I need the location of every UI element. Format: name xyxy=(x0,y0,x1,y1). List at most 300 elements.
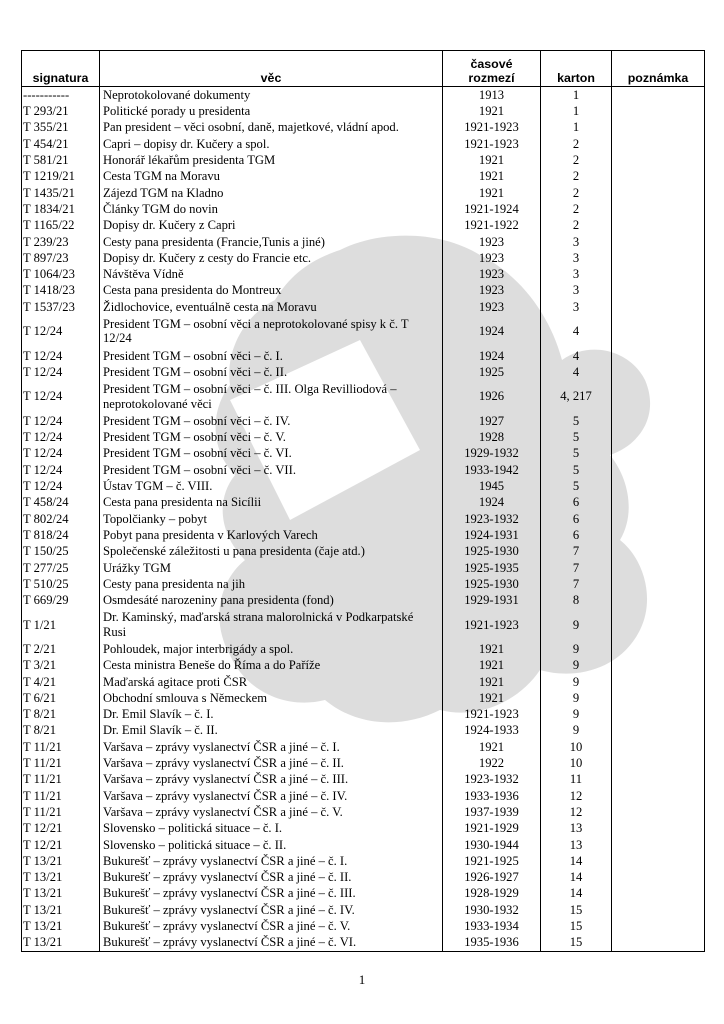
table-row xyxy=(22,576,705,592)
cell-karton: 12 xyxy=(541,788,612,804)
cell-vec: Slovensko – politická situace – č. I. xyxy=(100,820,443,836)
table-row xyxy=(22,283,705,299)
cell-poznamka xyxy=(612,152,705,168)
cell-rozmezi: 1933-1934 xyxy=(443,918,541,934)
cell-karton: 1 xyxy=(541,103,612,119)
cell-rozmezi: 1921-1923 xyxy=(443,120,541,136)
cell-signatura: T 13/21 xyxy=(22,918,100,934)
cell-rozmezi: 1921-1925 xyxy=(443,853,541,869)
cell-poznamka xyxy=(612,723,705,739)
table-row xyxy=(22,201,705,217)
cell-poznamka xyxy=(612,755,705,771)
cell-vec: Politické porady u presidenta xyxy=(100,103,443,119)
cell-signatura: T 1219/21 xyxy=(22,168,100,184)
cell-rozmezi: 1925-1935 xyxy=(443,560,541,576)
cell-vec: President TGM – osobní věci – č. V. xyxy=(100,429,443,445)
cell-vec: Pohloudek, major interbrigády a spol. xyxy=(100,641,443,657)
cell-signatura: T 8/21 xyxy=(22,706,100,722)
cell-rozmezi: 1928-1929 xyxy=(443,886,541,902)
cell-vec: Dopisy dr. Kučery z cesty do Francie etc. xyxy=(100,250,443,266)
cell-karton: 2 xyxy=(541,201,612,217)
table-row xyxy=(22,886,705,902)
cell-signatura: T 12/24 xyxy=(22,462,100,478)
cell-karton: 5 xyxy=(541,462,612,478)
cell-signatura: T 1165/22 xyxy=(22,217,100,233)
table-row xyxy=(22,494,705,510)
cell-karton: 9 xyxy=(541,657,612,673)
table-row xyxy=(22,364,705,380)
cell-vec: Varšava – zprávy vyslanectví ČSR a jiné – č. II. xyxy=(100,755,443,771)
cell-karton: 2 xyxy=(541,136,612,152)
table-row xyxy=(22,413,705,429)
cell-karton: 6 xyxy=(541,527,612,543)
cell-poznamka xyxy=(612,869,705,885)
header-karton: karton xyxy=(541,51,612,87)
cell-rozmezi: 1930-1932 xyxy=(443,902,541,918)
cell-vec: Cesta ministra Beneše do Říma a do Paříže xyxy=(100,657,443,673)
cell-signatura: T 11/21 xyxy=(22,739,100,755)
cell-vec: Bukurešť – zprávy vyslanectví ČSR a jiné – č. V. xyxy=(100,918,443,934)
cell-signatura: T 12/21 xyxy=(22,837,100,853)
cell-signatura: ----------- xyxy=(22,87,100,104)
cell-poznamka xyxy=(612,511,705,527)
cell-vec: Bukurešť – zprávy vyslanectví ČSR a jiné – č. IV. xyxy=(100,902,443,918)
cell-vec: Pobyt pana presidenta v Karlových Varech xyxy=(100,527,443,543)
table-row xyxy=(22,934,705,951)
cell-karton: 13 xyxy=(541,837,612,853)
table-row xyxy=(22,120,705,136)
cell-vec: Dopisy dr. Kučery z Capri xyxy=(100,217,443,233)
cell-karton: 7 xyxy=(541,543,612,559)
cell-signatura: T 12/24 xyxy=(22,348,100,364)
table-row xyxy=(22,804,705,820)
table-row xyxy=(22,690,705,706)
cell-signatura: T 1834/21 xyxy=(22,201,100,217)
cell-rozmezi: 1925 xyxy=(443,364,541,380)
cell-rozmezi: 1924 xyxy=(443,494,541,510)
cell-karton: 13 xyxy=(541,820,612,836)
cell-rozmezi: 1921-1924 xyxy=(443,201,541,217)
cell-vec: Varšava – zprávy vyslanectví ČSR a jiné – č. IV. xyxy=(100,788,443,804)
cell-rozmezi: 1921 xyxy=(443,739,541,755)
cell-poznamka xyxy=(612,478,705,494)
cell-karton: 14 xyxy=(541,869,612,885)
cell-karton: 5 xyxy=(541,478,612,494)
cell-rozmezi: 1921 xyxy=(443,185,541,201)
table-row xyxy=(22,299,705,315)
cell-vec: President TGM – osobní věci – č. VII. xyxy=(100,462,443,478)
cell-karton: 5 xyxy=(541,429,612,445)
cell-poznamka xyxy=(612,429,705,445)
cell-signatura: T 11/21 xyxy=(22,788,100,804)
cell-rozmezi: 1921 xyxy=(443,168,541,184)
table-row xyxy=(22,250,705,266)
cell-karton: 14 xyxy=(541,853,612,869)
cell-vec: Bukurešť – zprávy vyslanectví ČSR a jiné – č. III. xyxy=(100,886,443,902)
cell-poznamka xyxy=(612,706,705,722)
cell-signatura: T 1435/21 xyxy=(22,185,100,201)
table-row xyxy=(22,446,705,462)
cell-vec: Ústav TGM – č. VIII. xyxy=(100,478,443,494)
cell-vec: Dr. Emil Slavík – č. I. xyxy=(100,706,443,722)
cell-signatura: T 13/21 xyxy=(22,853,100,869)
cell-signatura: T 12/24 xyxy=(22,446,100,462)
cell-signatura: T 3/21 xyxy=(22,657,100,673)
cell-poznamka xyxy=(612,185,705,201)
cell-karton: 9 xyxy=(541,674,612,690)
cell-poznamka xyxy=(612,413,705,429)
cell-signatura: T 818/24 xyxy=(22,527,100,543)
cell-signatura: T 13/21 xyxy=(22,886,100,902)
cell-vec: Bukurešť – zprávy vyslanectví ČSR a jiné – č. II. xyxy=(100,869,443,885)
table-row xyxy=(22,918,705,934)
cell-poznamka xyxy=(612,201,705,217)
cell-karton: 3 xyxy=(541,299,612,315)
cell-vec: Varšava – zprávy vyslanectví ČSR a jiné – č. III. xyxy=(100,771,443,787)
cell-signatura: T 277/25 xyxy=(22,560,100,576)
cell-karton: 14 xyxy=(541,886,612,902)
table-row xyxy=(22,527,705,543)
cell-poznamka xyxy=(612,576,705,592)
cell-vec: Slovensko – politická situace – č. II. xyxy=(100,837,443,853)
cell-poznamka xyxy=(612,592,705,608)
table-header-row xyxy=(22,51,705,87)
cell-signatura: T 8/21 xyxy=(22,723,100,739)
cell-poznamka xyxy=(612,283,705,299)
cell-rozmezi: 1924-1931 xyxy=(443,527,541,543)
cell-poznamka xyxy=(612,609,705,642)
cell-rozmezi: 1921-1923 xyxy=(443,136,541,152)
cell-rozmezi: 1921-1923 xyxy=(443,609,541,642)
cell-vec: Cesta TGM na Moravu xyxy=(100,168,443,184)
cell-rozmezi: 1921 xyxy=(443,103,541,119)
cell-vec: President TGM – osobní věci a neprotokolované spisy k č. T 12/24 xyxy=(100,315,443,348)
cell-karton: 1 xyxy=(541,87,612,104)
cell-rozmezi: 1927 xyxy=(443,413,541,429)
cell-poznamka xyxy=(612,804,705,820)
cell-poznamka xyxy=(612,348,705,364)
cell-vec: Bukurešť – zprávy vyslanectví ČSR a jiné – č. I. xyxy=(100,853,443,869)
cell-vec: President TGM – osobní věci – č. II. xyxy=(100,364,443,380)
cell-vec: Dr. Emil Slavík – č. II. xyxy=(100,723,443,739)
cell-vec: Obchodní smlouva s Německem xyxy=(100,690,443,706)
table-row xyxy=(22,820,705,836)
header-rozmezi: časové rozmezí xyxy=(443,51,541,87)
table-row xyxy=(22,723,705,739)
table-row xyxy=(22,217,705,233)
cell-signatura: T 11/21 xyxy=(22,804,100,820)
table-row xyxy=(22,462,705,478)
cell-karton: 6 xyxy=(541,511,612,527)
cell-poznamka xyxy=(612,120,705,136)
cell-rozmezi: 1926-1927 xyxy=(443,869,541,885)
table-row xyxy=(22,315,705,348)
cell-signatura: T 1/21 xyxy=(22,609,100,642)
cell-karton: 9 xyxy=(541,706,612,722)
cell-poznamka xyxy=(612,87,705,104)
cell-vec: Capri – dopisy dr. Kučery a spol. xyxy=(100,136,443,152)
cell-signatura: T 12/24 xyxy=(22,413,100,429)
cell-poznamka xyxy=(612,315,705,348)
cell-vec: Bukurešť – zprávy vyslanectví ČSR a jiné – č. VI. xyxy=(100,934,443,951)
cell-signatura: T 1537/23 xyxy=(22,299,100,315)
cell-karton: 3 xyxy=(541,283,612,299)
table-row xyxy=(22,674,705,690)
cell-karton: 5 xyxy=(541,446,612,462)
cell-rozmezi: 1933-1936 xyxy=(443,788,541,804)
cell-karton: 15 xyxy=(541,934,612,951)
cell-rozmezi: 1923 xyxy=(443,234,541,250)
table-row xyxy=(22,103,705,119)
cell-karton: 7 xyxy=(541,576,612,592)
cell-rozmezi: 1921-1923 xyxy=(443,706,541,722)
cell-vec: President TGM – osobní věci – č. III. Olga Revilliodová – neprotokolované věci xyxy=(100,380,443,413)
table-row xyxy=(22,837,705,853)
cell-signatura: T 802/24 xyxy=(22,511,100,527)
cell-vec: Maďarská agitace proti ČSR xyxy=(100,674,443,690)
cell-poznamka xyxy=(612,657,705,673)
cell-vec: Pan president – věci osobní, daně, majetkové, vládní apod. xyxy=(100,120,443,136)
cell-rozmezi: 1929-1931 xyxy=(443,592,541,608)
cell-vec: Cesty pana presidenta na jih xyxy=(100,576,443,592)
table-row xyxy=(22,609,705,642)
cell-karton: 4 xyxy=(541,364,612,380)
cell-signatura: T 458/24 xyxy=(22,494,100,510)
cell-poznamka xyxy=(612,771,705,787)
cell-karton: 6 xyxy=(541,494,612,510)
cell-poznamka xyxy=(612,820,705,836)
cell-rozmezi: 1933-1942 xyxy=(443,462,541,478)
cell-poznamka xyxy=(612,788,705,804)
cell-signatura: T 239/23 xyxy=(22,234,100,250)
cell-signatura: T 355/21 xyxy=(22,120,100,136)
cell-poznamka xyxy=(612,462,705,478)
cell-poznamka xyxy=(612,168,705,184)
cell-karton: 9 xyxy=(541,690,612,706)
cell-signatura: T 510/25 xyxy=(22,576,100,592)
cell-signatura: T 897/23 xyxy=(22,250,100,266)
table-row xyxy=(22,739,705,755)
cell-karton: 2 xyxy=(541,217,612,233)
cell-karton: 2 xyxy=(541,185,612,201)
header-vec: věc xyxy=(100,51,443,87)
cell-signatura: T 581/21 xyxy=(22,152,100,168)
table-row xyxy=(22,641,705,657)
cell-poznamka xyxy=(612,527,705,543)
cell-vec: Články TGM do novin xyxy=(100,201,443,217)
cell-karton: 9 xyxy=(541,641,612,657)
table-row xyxy=(22,266,705,282)
table-row xyxy=(22,511,705,527)
cell-signatura: T 293/21 xyxy=(22,103,100,119)
table-row xyxy=(22,478,705,494)
cell-signatura: T 13/21 xyxy=(22,902,100,918)
table-row xyxy=(22,657,705,673)
cell-signatura: T 12/24 xyxy=(22,364,100,380)
cell-vec: Cesta pana presidenta do Montreux xyxy=(100,283,443,299)
table-row xyxy=(22,185,705,201)
table-row xyxy=(22,771,705,787)
cell-karton: 9 xyxy=(541,723,612,739)
cell-poznamka xyxy=(612,902,705,918)
cell-vec: Urážky TGM xyxy=(100,560,443,576)
cell-rozmezi: 1929-1932 xyxy=(443,446,541,462)
cell-karton: 7 xyxy=(541,560,612,576)
cell-rozmezi: 1925-1930 xyxy=(443,543,541,559)
table-body xyxy=(22,87,705,952)
cell-rozmezi: 1924 xyxy=(443,348,541,364)
cell-poznamka xyxy=(612,853,705,869)
cell-karton: 15 xyxy=(541,918,612,934)
cell-poznamka xyxy=(612,266,705,282)
cell-rozmezi: 1923 xyxy=(443,250,541,266)
cell-vec: Neprotokolované dokumenty xyxy=(100,87,443,104)
cell-rozmezi: 1923 xyxy=(443,299,541,315)
cell-rozmezi: 1921 xyxy=(443,690,541,706)
cell-poznamka xyxy=(612,234,705,250)
cell-rozmezi: 1924 xyxy=(443,315,541,348)
cell-poznamka xyxy=(612,934,705,951)
cell-karton: 3 xyxy=(541,266,612,282)
cell-rozmezi: 1921-1929 xyxy=(443,820,541,836)
table-row xyxy=(22,168,705,184)
cell-rozmezi: 1921 xyxy=(443,674,541,690)
cell-karton: 10 xyxy=(541,739,612,755)
table-row xyxy=(22,755,705,771)
cell-poznamka xyxy=(612,103,705,119)
cell-signatura: T 12/24 xyxy=(22,315,100,348)
table-row xyxy=(22,380,705,413)
header-poznamka: poznámka xyxy=(612,51,705,87)
table-row xyxy=(22,543,705,559)
cell-vec: Návštěva Vídně xyxy=(100,266,443,282)
cell-rozmezi: 1921 xyxy=(443,641,541,657)
table-row xyxy=(22,869,705,885)
cell-poznamka xyxy=(612,494,705,510)
cell-karton: 3 xyxy=(541,250,612,266)
cell-signatura: T 12/24 xyxy=(22,380,100,413)
cell-signatura: T 1418/23 xyxy=(22,283,100,299)
cell-signatura: T 6/21 xyxy=(22,690,100,706)
cell-rozmezi: 1928 xyxy=(443,429,541,445)
cell-poznamka xyxy=(612,560,705,576)
page-number: 1 xyxy=(358,972,366,987)
cell-vec: Honorář lékařům presidenta TGM xyxy=(100,152,443,168)
cell-rozmezi: 1925-1930 xyxy=(443,576,541,592)
cell-signatura: T 150/25 xyxy=(22,543,100,559)
cell-poznamka xyxy=(612,739,705,755)
cell-rozmezi: 1921 xyxy=(443,657,541,673)
table-row xyxy=(22,706,705,722)
cell-vec: President TGM – osobní věci – č. VI. xyxy=(100,446,443,462)
cell-rozmezi: 1913 xyxy=(443,87,541,104)
cell-poznamka xyxy=(612,380,705,413)
cell-rozmezi: 1935-1936 xyxy=(443,934,541,951)
cell-signatura: T 11/21 xyxy=(22,771,100,787)
cell-karton: 4 xyxy=(541,348,612,364)
cell-karton: 11 xyxy=(541,771,612,787)
cell-poznamka xyxy=(612,136,705,152)
cell-poznamka xyxy=(612,217,705,233)
cell-rozmezi: 1924-1933 xyxy=(443,723,541,739)
cell-poznamka xyxy=(612,674,705,690)
cell-poznamka xyxy=(612,690,705,706)
cell-rozmezi: 1937-1939 xyxy=(443,804,541,820)
cell-rozmezi: 1926 xyxy=(443,380,541,413)
table-row xyxy=(22,348,705,364)
cell-poznamka xyxy=(612,543,705,559)
table-row xyxy=(22,136,705,152)
cell-poznamka xyxy=(612,918,705,934)
cell-rozmezi: 1945 xyxy=(443,478,541,494)
cell-karton: 12 xyxy=(541,804,612,820)
cell-poznamka xyxy=(612,837,705,853)
cell-vec: Cesty pana presidenta (Francie,Tunis a jiné) xyxy=(100,234,443,250)
cell-karton: 9 xyxy=(541,609,612,642)
cell-signatura: T 454/21 xyxy=(22,136,100,152)
table-row xyxy=(22,592,705,608)
cell-signatura: T 2/21 xyxy=(22,641,100,657)
cell-vec: Osmdesáté narozeniny pana presidenta (fond) xyxy=(100,592,443,608)
cell-poznamka xyxy=(612,250,705,266)
cell-vec: Společenské záležitosti u pana presidenta (čaje atd.) xyxy=(100,543,443,559)
cell-signatura: T 4/21 xyxy=(22,674,100,690)
cell-signatura: T 11/21 xyxy=(22,755,100,771)
cell-signatura: T 12/21 xyxy=(22,820,100,836)
cell-karton: 4, 217 xyxy=(541,380,612,413)
cell-vec: Dr. Kaminský, maďarská strana malorolnická v Podkarpatské Rusi xyxy=(100,609,443,642)
cell-vec: Varšava – zprávy vyslanectví ČSR a jiné – č. V. xyxy=(100,804,443,820)
inventory-table xyxy=(21,50,705,952)
cell-rozmezi: 1923-1932 xyxy=(443,511,541,527)
cell-vec: Židlochovice, eventuálně cesta na Moravu xyxy=(100,299,443,315)
header-signatura: signatura xyxy=(22,51,100,87)
cell-vec: Topolčianky – pobyt xyxy=(100,511,443,527)
cell-vec: Cesta pana presidenta na Sicílii xyxy=(100,494,443,510)
cell-karton: 3 xyxy=(541,234,612,250)
cell-rozmezi: 1923 xyxy=(443,266,541,282)
table-row xyxy=(22,788,705,804)
table-row xyxy=(22,560,705,576)
table-row xyxy=(22,429,705,445)
cell-rozmezi: 1923-1932 xyxy=(443,771,541,787)
cell-vec: Zájezd TGM na Kladno xyxy=(100,185,443,201)
cell-signatura: T 1064/23 xyxy=(22,266,100,282)
cell-signatura: T 669/29 xyxy=(22,592,100,608)
cell-rozmezi: 1930-1944 xyxy=(443,837,541,853)
cell-signatura: T 13/21 xyxy=(22,869,100,885)
cell-rozmezi: 1921-1922 xyxy=(443,217,541,233)
cell-signatura: T 12/24 xyxy=(22,478,100,494)
cell-vec: President TGM – osobní věci – č. IV. xyxy=(100,413,443,429)
cell-poznamka xyxy=(612,364,705,380)
cell-karton: 5 xyxy=(541,413,612,429)
table-row xyxy=(22,234,705,250)
table-row xyxy=(22,853,705,869)
cell-poznamka xyxy=(612,299,705,315)
table-row xyxy=(22,87,705,104)
cell-vec: President TGM – osobní věci – č. I. xyxy=(100,348,443,364)
cell-signatura: T 13/21 xyxy=(22,934,100,951)
table-row xyxy=(22,152,705,168)
cell-poznamka xyxy=(612,886,705,902)
cell-karton: 2 xyxy=(541,168,612,184)
cell-poznamka xyxy=(612,446,705,462)
cell-signatura: T 12/24 xyxy=(22,429,100,445)
cell-karton: 4 xyxy=(541,315,612,348)
cell-vec: Varšava – zprávy vyslanectví ČSR a jiné – č. I. xyxy=(100,739,443,755)
cell-karton: 2 xyxy=(541,152,612,168)
